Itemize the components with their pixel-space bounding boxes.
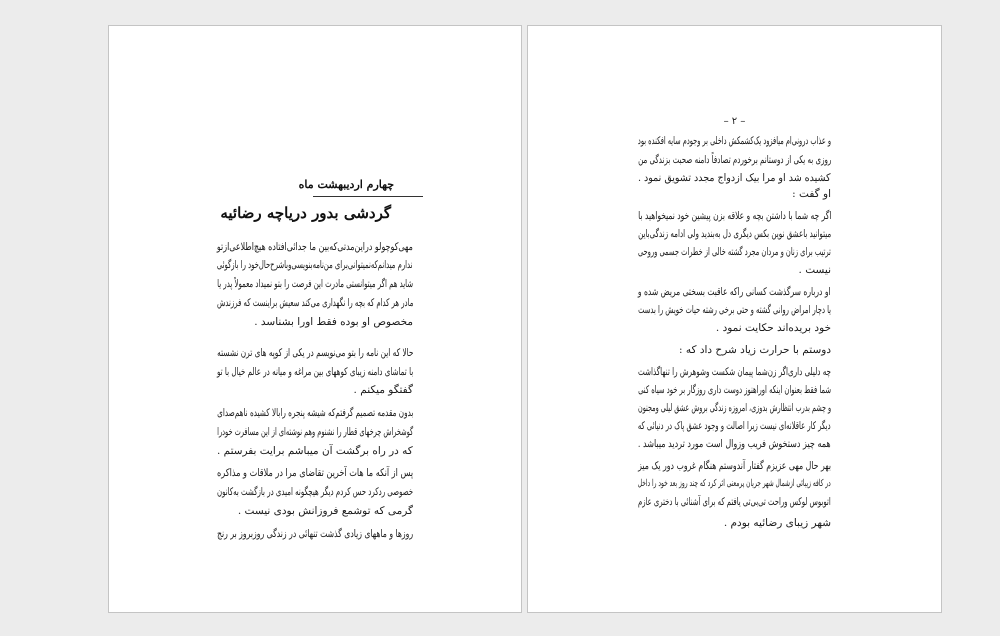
text-line: خود بریده‌اند حکایت نمود . bbox=[715, 322, 831, 334]
text-line: اتوبوس لوکس وراحت تی‌بی‌تی یافتم که برای آشنائی با دختری عازم bbox=[638, 496, 831, 508]
text-line: دوستم با حرارت زیاد شرح داد که : bbox=[678, 344, 831, 356]
text-line: دیگر کار عاقلانه‌ای نیست زیرا اصالت و وجود عشق پاک در دنیائی که bbox=[638, 420, 831, 432]
text-line: ترتیب برای زنان و مردان مجرد گشته خالی از خطرات جسمی وروحی bbox=[638, 246, 831, 258]
text-line: میتوانید باعشق نوین بکس دیگری دل به‌بندید ولی ادامه زندگی‌باین bbox=[637, 228, 831, 240]
text-line: بدون مقدمه تصمیم گرفتم‌که شیشه پنجره رابالا کشیده ناهم‌صدای bbox=[216, 407, 413, 419]
text-line: چه دلیلی داری‌اگر زن‌شما پیمان شکست وشوهرش را تنهاگذاشت bbox=[638, 366, 831, 378]
text-line: با تماشای دامنه زیبای کوههای بین مراغه و میانه در عالم خیال با تو bbox=[216, 366, 413, 378]
text-line: روزها و ماههای زیادی گذشت تنهائی در زندگی روزبروز بر رنج bbox=[216, 528, 413, 540]
text-line: گوشخراش چرخهای قطار را نشنوم وهم نوشته‌ای از این مسافرت خودرا bbox=[216, 426, 413, 438]
text-line: او گفت : bbox=[792, 188, 831, 200]
text-line: مخصوص او بوده فقط اورا بشناسد . bbox=[254, 316, 413, 328]
text-line: یا دچار امراض روانی گشته و حتی برخی رشته حیات خویش را بدست bbox=[638, 304, 831, 316]
text-line: شاید هم اگر میتوانستی مادرت این فرصت را بتو نمیداد معمولاً پدر یا bbox=[216, 278, 413, 290]
text-line: مهی‌کوچولو درا‌ین‌مدتی‌که‌بین ما جدائی‌افتاده هیچ‌اطلاعی‌از‌تو bbox=[217, 241, 413, 253]
date-heading: چهارم اردیبهشت ماه bbox=[298, 178, 394, 191]
date-heading-underline bbox=[313, 196, 423, 197]
page-number: – ۲ – bbox=[723, 116, 746, 127]
text-line: خصوصی ردکرد حس کردم دیگر هیچگونه امیدی در بازگشت به‌کانون bbox=[216, 486, 413, 498]
text-line: گفتگو میکنم . bbox=[353, 384, 413, 396]
text-line: که در راه برگشت آن میباشم برایت بفرستم . bbox=[217, 445, 413, 457]
text-line: روزی به یکی از دوستانم برخوردم تصادفاً دامنه صحبت بزندگی من bbox=[637, 154, 831, 166]
text-line: کشیده شد او مرا بیک ازدواج مجدد تشویق نمود . bbox=[638, 172, 831, 184]
text-line: گرمی که توشمع فروزانش بودی نیست . bbox=[237, 505, 413, 517]
text-line: شهر زیبای رضائیه بودم . bbox=[723, 517, 831, 529]
text-line: اگر چه شما با داشتن بچه و علاقه بزن پیشین خود نمیخواهید با bbox=[637, 210, 831, 222]
text-line: بهر حال مهی عزیزم گفتار آندوستم هنگام غروب دور یک میز bbox=[638, 460, 831, 472]
page-left bbox=[108, 25, 522, 613]
text-line: شما فقط بعنوان اینکه اوراهنوز دوست داری روزگار بر خود سیاه کنی bbox=[638, 384, 831, 396]
text-line: ندارم میدانم‌که‌نمیتوانی‌برای من‌نامه‌بنویسی‌وباشرح‌حال‌خود را بازگوئی bbox=[217, 259, 413, 271]
text-line: مادر هر کدام که بچه را نگهداری می‌کند سعیش براینست که فرزندش bbox=[216, 297, 413, 309]
text-line: همه چیز دستخوش فریب وزوال است مورد تردید میباشد . bbox=[638, 438, 831, 450]
chapter-title: گردشی بدور دریاچه رضائیه bbox=[220, 204, 391, 222]
page-right bbox=[527, 25, 942, 613]
text-line: او درباره سرگذشت کسانی راکه عاقبت بسختی مریض شده و bbox=[638, 286, 831, 298]
text-line: در کافه زیبائی ازشمال شهر جریان پرمعنی اثر کرد که چند روز بعد خود را داخل bbox=[638, 478, 831, 489]
text-line: و عذاب درونی‌ام میافزود یک‌کشمکش داخلی بر وجودم سایه افکنده بود bbox=[637, 135, 831, 147]
text-line: پس از آنکه ما هات آخرین تقاضای مرا در ملاقات و مذاکره bbox=[216, 467, 413, 479]
text-line: حالا که این نامه را بتو می‌نویسم در یکی از کوپه های ترن نشسته bbox=[216, 347, 413, 359]
text-line: نیست . bbox=[798, 264, 831, 276]
text-line: و چشم بدرب انتظارش بدوزی، امروزه زندگی بروش عشق لیلی ومجنون bbox=[637, 402, 831, 414]
